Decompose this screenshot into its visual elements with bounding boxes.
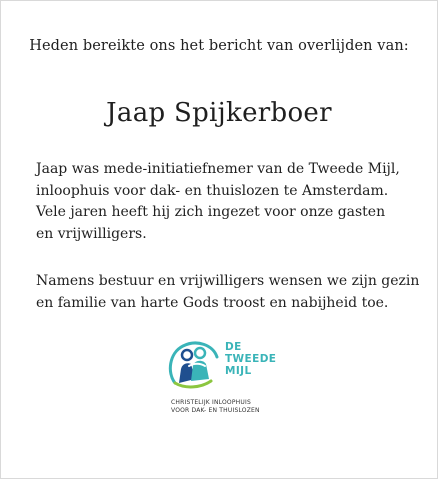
logo-tagline-line: CHRISTELIJK INLOOPHUIS	[171, 399, 251, 406]
paragraph-line: en familie van harte Gods troost en nabijheid toe.	[36, 294, 389, 311]
paragraph-line: Vele jaren heeft hij zich ingezet voor onze gasten	[36, 204, 386, 220]
paragraph-contribution	[36, 159, 416, 245]
paragraph-condolence	[36, 271, 420, 314]
paragraph-line: inloophuis voor dak- en thuislozen te Amsterdam.	[36, 182, 389, 199]
paragraph-line: en vrijwilligers.	[36, 225, 147, 242]
paragraph-line: Namens bestuur en vrijwilligers wensen we zijn gezin	[36, 273, 420, 289]
logo-tagline-line: VOOR DAK- EN THUISLOZEN	[171, 407, 260, 414]
logo-word-line: DE	[225, 341, 242, 353]
logo-word-line: MIJL	[225, 365, 252, 377]
logo-figures-icon	[167, 339, 223, 389]
logo-word-line: TWEEDE	[225, 353, 277, 365]
de-tweede-mijl-logo	[167, 339, 277, 431]
deceased-name: Jaap Spijkerboer	[106, 98, 332, 128]
intro-text: Heden bereikte ons het bericht van overlijden van:	[29, 38, 409, 54]
paragraph-line: Jaap was mede-initiatiefnemer van de Tweede Mijl,	[36, 161, 400, 177]
logo-wordmark	[225, 341, 276, 377]
notice-card	[1, 1, 437, 478]
logo-tagline	[171, 399, 260, 415]
